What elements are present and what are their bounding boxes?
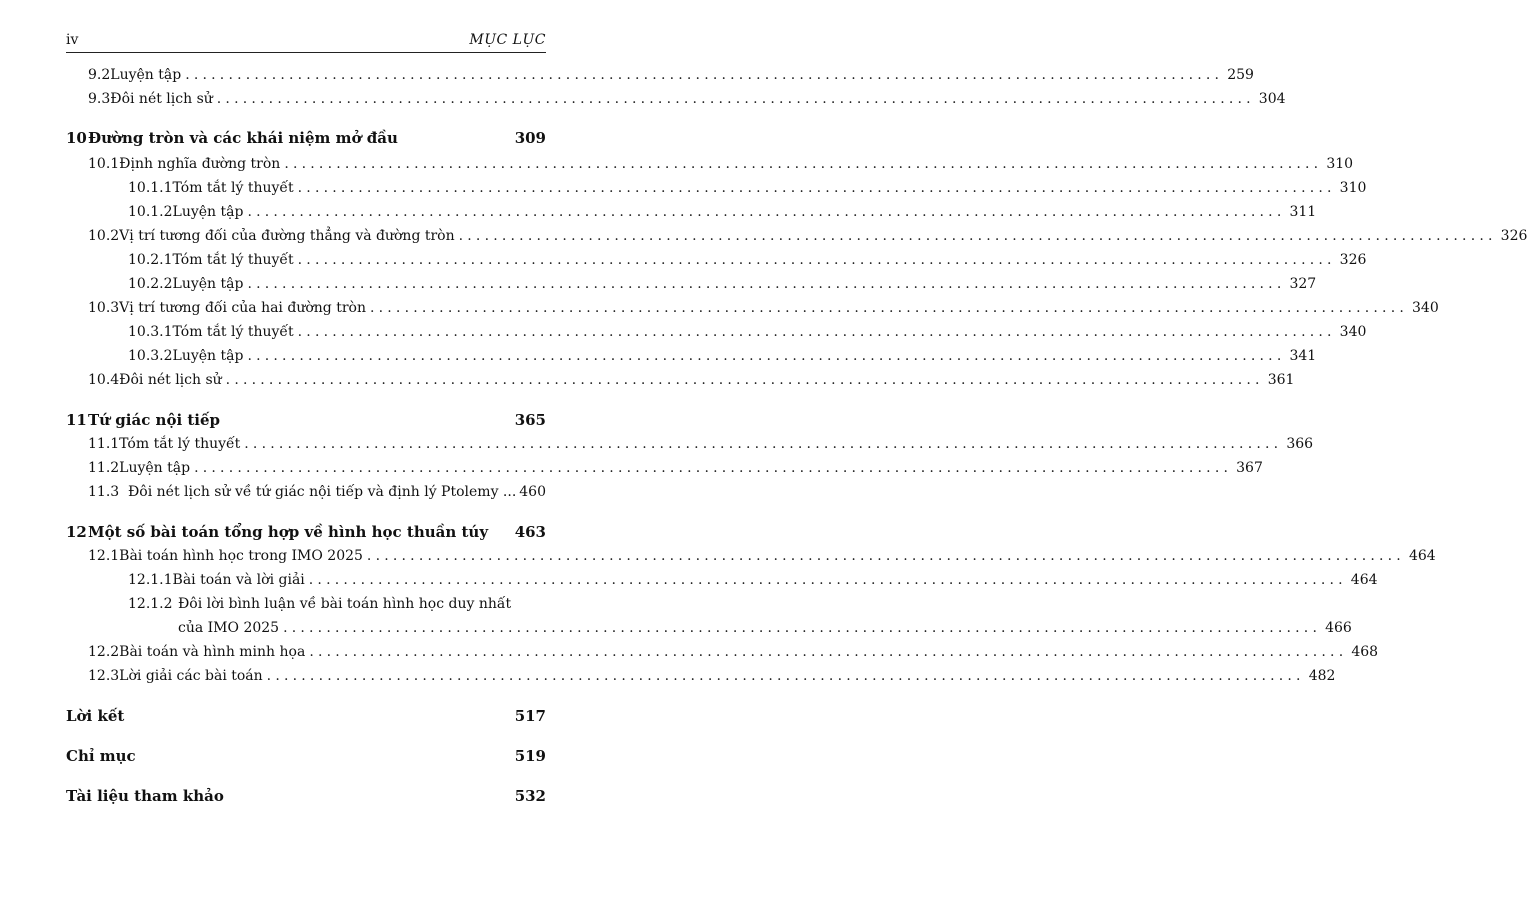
toc-entry-number: 11.1 [88, 436, 120, 452]
toc-entry[interactable] [128, 595, 546, 613]
toc-leader: ........................................................................................................................ [194, 460, 1233, 476]
toc-entry-continuation[interactable] [178, 619, 1352, 637]
toc-leader: ........................................................................................................................ [283, 620, 1322, 636]
toc-entry[interactable] [88, 299, 1439, 317]
toc-leader: ........................................................................................................................ [216, 91, 1255, 107]
toc-entry-title-continued: của IMO 2025 [178, 620, 280, 636]
toc-entry[interactable] [66, 707, 546, 725]
toc-entry-title: Tóm tắt lý thuyết [172, 180, 294, 196]
toc-entry-title: Luyện tập [172, 348, 244, 364]
toc-entry-page: 460 [519, 484, 546, 500]
toc-leader: ........................................................................................................................ [247, 204, 1286, 220]
toc-entry-title: Vị trí tương đối của đường thẳng và đường tròn [119, 228, 455, 244]
toc-entry-number: 10.2 [88, 228, 120, 244]
toc-entry[interactable] [128, 571, 1378, 589]
toc-entry[interactable] [88, 371, 1295, 389]
toc-entry-page: 310 [1339, 180, 1367, 196]
toc-entry-number: 10.3.1 [128, 324, 173, 340]
toc-entry-page: 326 [1500, 228, 1527, 244]
toc-entry-number: 11 [66, 411, 87, 429]
toc-entry[interactable] [66, 523, 546, 541]
toc-entry-page: 464 [1408, 548, 1436, 564]
toc-entry[interactable] [66, 787, 546, 805]
header-running-title: MỤC LỤC [469, 32, 546, 48]
toc-entry[interactable] [128, 179, 1367, 197]
toc-entry-number: 10.3.2 [128, 348, 173, 364]
toc-leader: ........................................................................................................................ [284, 156, 1323, 172]
toc-entry-page: 327 [1289, 276, 1317, 292]
toc-entry-page: 361 [1267, 372, 1295, 388]
toc-leader: ........................................................................................................................ [247, 348, 1286, 364]
toc-entry-number: 9.2 [88, 67, 111, 83]
toc-entry[interactable] [128, 203, 1317, 221]
toc-entry-title: Vị trí tương đối của hai đường tròn [119, 300, 366, 316]
toc-entry-title: Lời kết [66, 707, 125, 725]
toc-entry[interactable] [88, 483, 546, 501]
toc-entry[interactable] [66, 747, 546, 765]
toc-entry-page: 326 [1339, 252, 1367, 268]
toc-entry-number: 10.4 [88, 372, 120, 388]
header-page-number: iv [66, 32, 79, 48]
toc-entry-number: 9.3 [88, 91, 111, 107]
toc-entry-page: 341 [1289, 348, 1317, 364]
toc-entry-number: 12.3 [88, 668, 120, 684]
toc-entry-title: Bài toán và hình minh họa [119, 644, 306, 660]
toc-entry-title: Tóm tắt lý thuyết [172, 252, 294, 268]
toc-entry-number: 12 [66, 523, 87, 541]
toc-entry-page: 340 [1412, 300, 1439, 316]
toc-leader: ........................................................................................................................ [297, 324, 1336, 340]
toc-leader: ........................................................................................................................ [366, 548, 1405, 564]
toc-entry-title: Đôi nét lịch sử [110, 91, 213, 107]
toc-entry-number: 12.1 [88, 548, 120, 564]
toc-leader: ........................................................................................................................ [309, 644, 1348, 660]
toc-entry-number: 10.1.2 [128, 204, 173, 220]
toc-entry-number: 10.2.2 [128, 276, 173, 292]
toc-entry[interactable] [66, 129, 546, 147]
toc-entry-title: Lời giải các bài toán [119, 668, 263, 684]
toc-entry-title: Chỉ mục [66, 747, 136, 765]
toc-entry-page: 259 [1227, 67, 1254, 83]
toc-entry-number: 10.3 [88, 300, 120, 316]
toc-entry-page: 468 [1351, 644, 1379, 660]
toc-entry-title: Bài toán hình học trong IMO 2025 [119, 548, 363, 564]
toc-entry[interactable] [88, 435, 1314, 453]
toc-leader: ........................................................................................................................ [244, 436, 1283, 452]
toc-entry-title: Đôi nét lịch sử về tứ giác nội tiếp và định lý Ptolemy ... [128, 484, 517, 500]
toc-leader: ........................................................................................................................ [297, 180, 1336, 196]
toc-entry-page: 304 [1258, 91, 1286, 107]
toc-entry-number: 11.3 [88, 484, 120, 500]
toc-entry[interactable] [88, 643, 1379, 661]
toc-entry-number: 10.1 [88, 156, 120, 172]
toc-entry-number: 10.1.1 [128, 180, 173, 196]
toc-entry-title: Tứ giác nội tiếp [88, 411, 221, 429]
toc-entry-page: 311 [1289, 204, 1317, 220]
toc-entry-title: Luyện tập [119, 460, 191, 476]
toc-entry-page: 310 [1326, 156, 1354, 172]
toc-entry[interactable] [88, 459, 1263, 477]
toc-entry-number: 10.2.1 [128, 252, 173, 268]
toc-leader: ........................................................................................................................ [225, 372, 1264, 388]
toc-entry[interactable] [88, 66, 1254, 84]
toc-leader: ........................................................................................................................ [458, 228, 1497, 244]
toc-entry-page: 464 [1350, 572, 1378, 588]
toc-entry[interactable] [88, 227, 1527, 245]
toc-entry-number: 12.2 [88, 644, 120, 660]
toc-entry-number: 11.2 [88, 460, 120, 476]
toc-leader: ........................................................................................................................ [308, 572, 1347, 588]
toc-leader: ........................................................................................................................ [266, 668, 1305, 684]
toc-entry-number: 12.1.1 [128, 572, 173, 588]
toc-entry-title: Bài toán và lời giải [172, 572, 305, 588]
toc-entry-page: 482 [1308, 668, 1336, 684]
toc-entry[interactable] [66, 411, 546, 429]
toc-entry-page: 466 [1325, 620, 1352, 636]
toc-entry-title: Đôi nét lịch sử [119, 372, 222, 388]
toc-entry-title: Đôi lời bình luận về bài toán hình học duy nhất [178, 596, 512, 612]
toc-entry-title: Luyện tập [172, 276, 244, 292]
toc-entry-title: Tóm tắt lý thuyết [172, 324, 294, 340]
toc-entry[interactable] [128, 275, 1317, 293]
toc-entry-title: Đường tròn và các khái niệm mở đầu [88, 129, 398, 147]
toc-entry-title: Tài liệu tham khảo [66, 787, 224, 805]
toc-entry-title: Định nghĩa đường tròn [119, 156, 281, 172]
toc-leader: ........................................................................................................................ [297, 252, 1336, 268]
toc-entry-page: 366 [1286, 436, 1314, 452]
toc-entry-title: Tóm tắt lý thuyết [119, 436, 241, 452]
toc-leader: ........................................................................................................................ [247, 276, 1286, 292]
toc-entry-number: 10 [66, 129, 87, 147]
toc-entry-page: 463 [514, 523, 546, 541]
toc-leader: ........................................................................................................................ [369, 300, 1408, 316]
toc-entry-title: Luyện tập [110, 67, 182, 83]
toc-entry[interactable] [88, 155, 1354, 173]
toc-entry[interactable] [88, 90, 1286, 108]
toc-leader: ........................................................................................................................ [185, 67, 1224, 83]
toc-entry-page: 532 [514, 787, 546, 805]
toc-entry[interactable] [88, 547, 1436, 565]
toc-entry-page: 367 [1236, 460, 1263, 476]
toc-entry-page: 309 [514, 129, 546, 147]
toc-entry[interactable] [88, 667, 1336, 685]
toc-entry-page: 519 [514, 747, 546, 765]
toc-entry-page: 517 [514, 707, 546, 725]
toc-entry-number: 12.1.2 [128, 596, 173, 612]
toc-entry[interactable] [128, 251, 1367, 269]
toc-entry-page: 365 [514, 411, 546, 429]
running-header [66, 30, 546, 53]
toc-entry-page: 340 [1339, 324, 1367, 340]
toc-entry[interactable] [128, 347, 1317, 365]
toc-entry-title: Một số bài toán tổng hợp về hình học thuần túy [88, 523, 489, 541]
toc-entry-title: Luyện tập [172, 204, 244, 220]
toc-entry[interactable] [128, 323, 1367, 341]
